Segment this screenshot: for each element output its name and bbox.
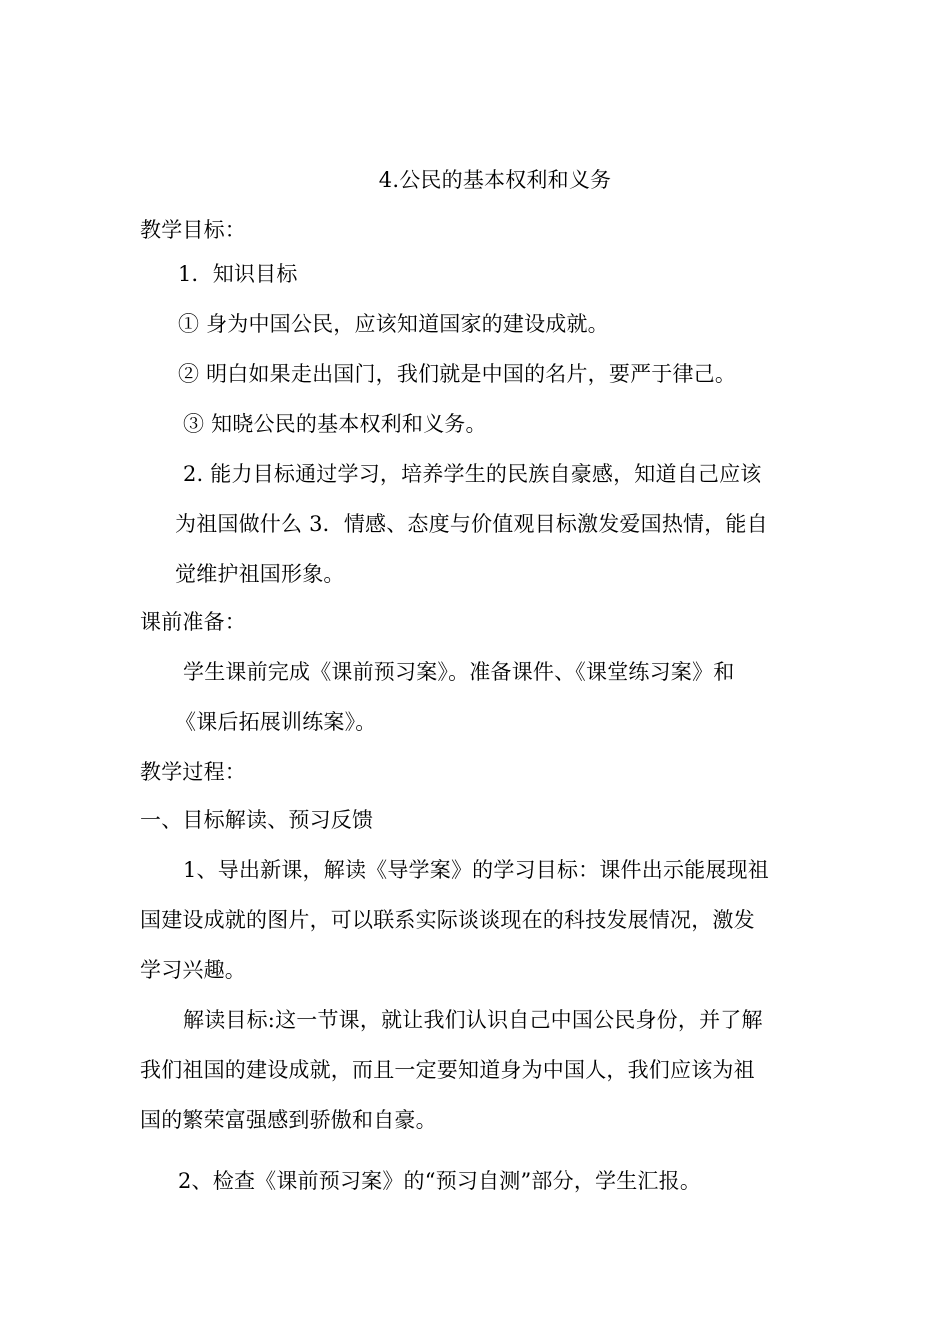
document-title: 4.公民的基本权利和义务 [378, 168, 612, 192]
step1-line: 国建设成就的图片，可以联系实际谈谈现在的科技发展情况，激发 [140, 908, 755, 932]
prep-line: 学生课前完成《课前预习案》。准备课件、《课堂练习案》和 [183, 660, 735, 684]
interpret-line: 解读目标:这一节课，就让我们认识自己中国公民身份，并了解 [183, 1008, 763, 1032]
interpret-line: 我们祖国的建设成就，而且一定要知道身为中国人，我们应该为祖 [140, 1058, 755, 1082]
ability-line: 2. 能力目标通过学习，培养学生的民族自豪感，知道自己应该 [183, 462, 762, 486]
knowledge-goal: 1．知识目标 [178, 262, 298, 286]
prep-heading: 课前准备： [140, 610, 246, 634]
ability-line: 为祖国做什么 3．情感、态度与价值观目标激发爱国热情，能自 [175, 512, 768, 536]
goal-item: ② 明白如果走出国门，我们就是中国的名片，要严于律己。 [178, 362, 737, 386]
goals-heading: 教学目标： [140, 218, 246, 242]
ability-line: 觉维护祖国形象。 [175, 562, 345, 586]
step1-line: 学习兴趣。 [140, 958, 246, 982]
goal-item: ③ 知晓公民的基本权利和义务。 [183, 412, 487, 436]
step1-line: 1、导出新课，解读《导学案》的学习目标：课件出示能展现祖 [183, 858, 769, 882]
interpret-line: 国的繁荣富强感到骄傲和自豪。 [140, 1108, 437, 1132]
process-heading: 教学过程： [140, 760, 246, 784]
goal-item: ① 身为中国公民，应该知道国家的建设成就。 [178, 312, 609, 336]
prep-line: 《课后拓展训练案》。 [175, 710, 377, 734]
step2-line: 2、检查《课前预习案》的“预习自测”部分，学生汇报。 [178, 1169, 702, 1193]
section-heading: 一、目标解读、预习反馈 [140, 808, 374, 832]
